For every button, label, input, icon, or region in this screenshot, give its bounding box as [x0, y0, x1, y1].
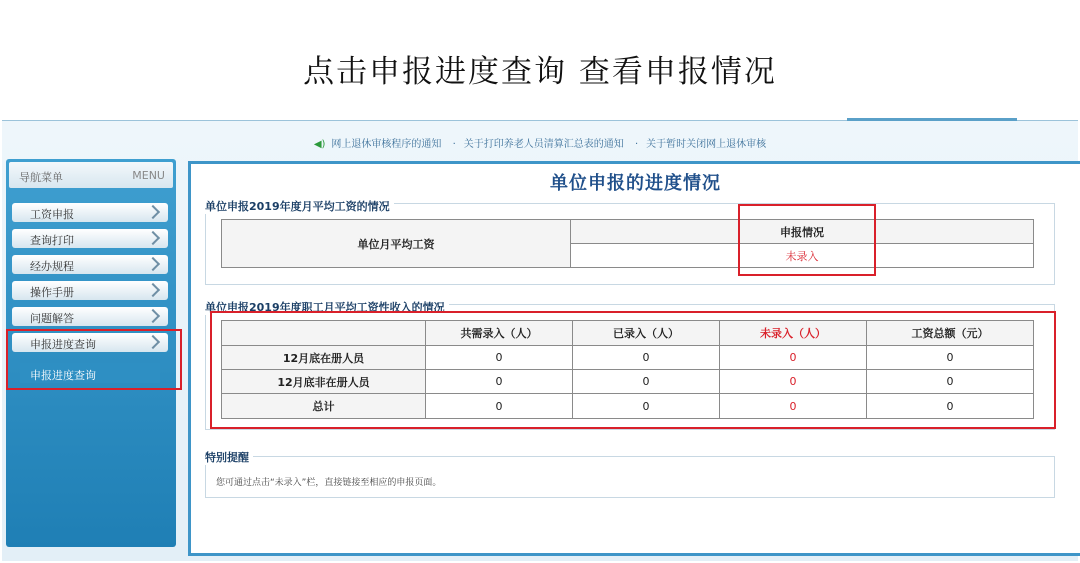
notice-link[interactable]: 关于打印养老人员清算汇总表的通知 [463, 139, 624, 150]
sidebar-item-manual[interactable] [12, 281, 168, 300]
highlight-box [738, 204, 876, 276]
highlight-box [210, 311, 1056, 429]
table-header-unentered: 未录入（人） [720, 321, 867, 346]
sidebar-item-wage-report[interactable] [12, 203, 168, 222]
caption-title: 点击申报进度查询 查看申报情况 [303, 54, 777, 90]
sidebar-item-procedures[interactable] [12, 255, 168, 274]
table-header: 共需录入（人） [426, 321, 573, 346]
submenu-label: 申报进度查询 [30, 369, 96, 382]
sidebar-header-title: 导航菜单 [19, 171, 63, 184]
sidebar-item-label: 申报进度查询 [30, 338, 96, 351]
sidebar-item-label: 问题解答 [30, 312, 74, 325]
unentered-link[interactable]: 0 [720, 394, 867, 419]
table-cell: 0 [867, 370, 1034, 394]
status-value-link[interactable]: 未录入 [571, 244, 1034, 268]
sidebar-item-label: 工资申报 [30, 208, 74, 221]
table-cell: 0 [867, 394, 1034, 419]
notice-link[interactable]: 关于暂时关闭网上退休审核 [646, 139, 767, 150]
note-title: 特别提醒 [205, 449, 253, 465]
app-screen [2, 120, 1078, 561]
sidebar-item-label: 查询打印 [30, 234, 74, 247]
chevron-right-icon [146, 283, 160, 297]
sidebar-item-label: 经办规程 [30, 260, 74, 273]
row-label: 总计 [222, 394, 426, 419]
row-label: 12月底非在册人员 [222, 370, 426, 394]
table-cell: 0 [867, 346, 1034, 370]
sidebar-header [9, 162, 173, 188]
table-cell: 0 [573, 346, 720, 370]
table-cell: 0 [426, 370, 573, 394]
notice-link[interactable]: 网上退休审核程序的通知 [331, 139, 442, 150]
avg-wage-table [221, 219, 1034, 268]
main-panel [188, 161, 1080, 556]
row-label: 12月底在册人员 [222, 346, 426, 370]
sidebar-item-print[interactable] [12, 229, 168, 248]
chevron-right-icon [146, 231, 160, 245]
table-cell: 0 [573, 394, 720, 419]
chevron-right-icon [146, 309, 160, 323]
note-text: 您可通过点击“未录入”栏，直接链接至相应的申报页面。 [216, 478, 442, 488]
table-header: 工资总额（元） [867, 321, 1034, 346]
sidebar-header-en: MENU [132, 169, 165, 182]
table-cell: 0 [426, 346, 573, 370]
top-strip [847, 118, 1017, 121]
unentered-link[interactable]: 0 [720, 346, 867, 370]
status-header: 申报情况 [571, 220, 1034, 244]
table-header: 已录入（人） [573, 321, 720, 346]
chevron-right-icon [146, 205, 160, 219]
sidebar-item-faq[interactable] [12, 307, 168, 326]
section2-title: 单位申报2019年度职工月平均工资性收入的情况 [205, 299, 449, 315]
highlight-box [6, 329, 182, 390]
page-title: 单位申报的进度情况 [550, 173, 721, 194]
section1-title: 单位申报2019年度月平均工资的情况 [205, 198, 394, 214]
speaker-icon: ◀) [313, 139, 326, 150]
note-box [205, 456, 1055, 498]
row-label: 单位月平均工资 [222, 220, 571, 268]
sidebar-item-label: 操作手册 [30, 286, 74, 299]
table-cell: 0 [426, 394, 573, 419]
chevron-right-icon [146, 257, 160, 271]
table-cell: 0 [573, 370, 720, 394]
notice-bar: ◀) 网上退休审核程序的通知 · 关于打印养老人员清算汇总表的通知 · 关于暂时关闭网上退休审核 [313, 139, 767, 150]
unentered-link[interactable]: 0 [720, 370, 867, 394]
